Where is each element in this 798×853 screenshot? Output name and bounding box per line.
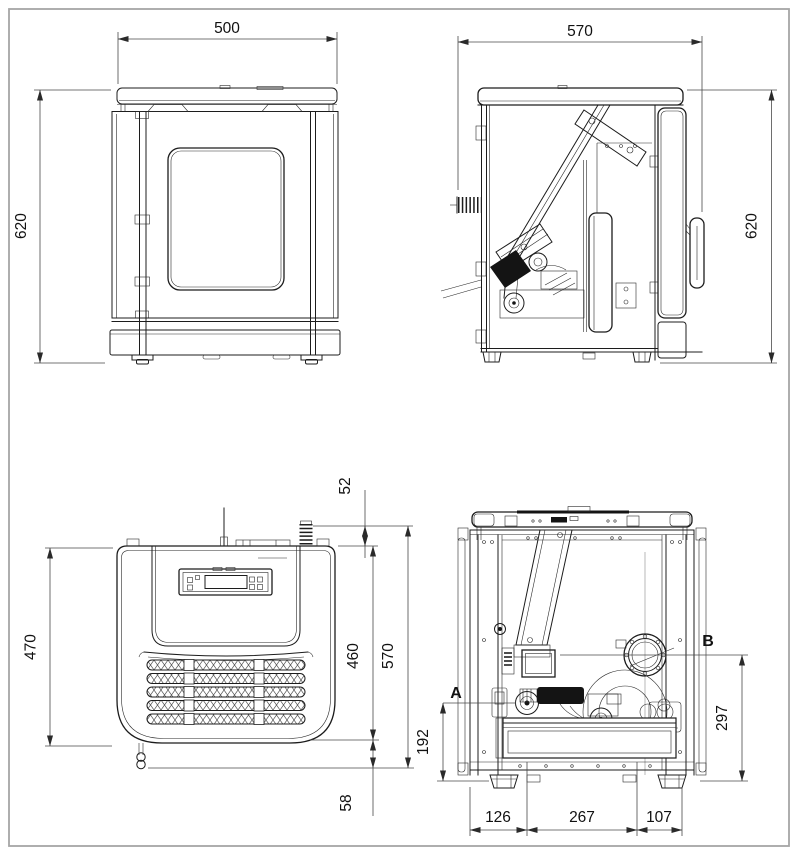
top-plate [117,88,337,104]
panel-button [250,577,255,582]
rear-view [415,507,748,837]
dim-side-depth [458,23,702,212]
dim-label-570-plan: 570 [380,643,397,669]
dim-top-body [310,546,379,740]
dim-rear-bottom-chain [470,762,682,836]
auger-drive [492,687,621,722]
dim-label-192: 192 [415,729,432,755]
dim-label-52: 52 [337,477,354,495]
rear-panel [482,105,487,352]
panel-button [196,576,200,580]
dim-label-107: 107 [646,809,672,826]
dim-label-570-top: 570 [567,23,593,40]
dim-front-width [118,20,337,84]
dim-top-plate-depth [23,548,114,746]
dim-rear-a-axis [415,685,516,781]
heat-exchanger [589,213,612,332]
rear-feet [490,775,686,788]
point-label-a: A [450,685,462,702]
front-door [658,108,686,318]
cross-brace [575,110,646,166]
dim-label-500: 500 [214,20,240,37]
top-plate [478,88,683,105]
side-view-body [441,86,704,363]
auger-motor [490,250,531,288]
dim-label-460: 460 [345,643,362,669]
dim-label-267: 267 [569,809,595,826]
door-glass-window [168,148,284,290]
door-lever-foot [137,743,145,769]
dim-label-297: 297 [714,705,731,731]
power-cable [441,280,481,298]
dim-label-470: 470 [22,634,40,660]
panel-button [188,585,193,590]
dim-label-58: 58 [338,794,355,812]
rear-view-body [458,507,706,789]
convection-grille [147,660,305,725]
point-label-b: B [702,633,714,650]
dim-top-front [338,740,373,816]
pellet-chute [514,530,572,657]
vent-slot [148,105,188,112]
dim-label-126: 126 [485,809,511,826]
front-feet [132,355,322,364]
panel-button [258,577,263,582]
panel-button [258,585,263,590]
vent-slot [262,105,302,112]
dim-label-620-left: 620 [13,213,30,239]
control-panel [179,568,272,596]
panel-button [250,585,255,590]
side-view [441,23,777,363]
side-panel-left [458,538,465,772]
side-feet [483,352,651,362]
dim-top-total [148,526,414,768]
front-view-body [110,86,340,365]
dim-front-height [13,90,111,363]
display-screen [205,576,247,589]
ash-drawer [496,718,676,758]
panel-button [188,578,193,583]
dim-label-620-right: 620 [743,213,761,239]
front-view [13,20,340,364]
auger-motor [537,687,584,704]
firebox-lid-seam [152,546,300,646]
top-view-body [117,508,335,769]
top-view [23,477,415,816]
